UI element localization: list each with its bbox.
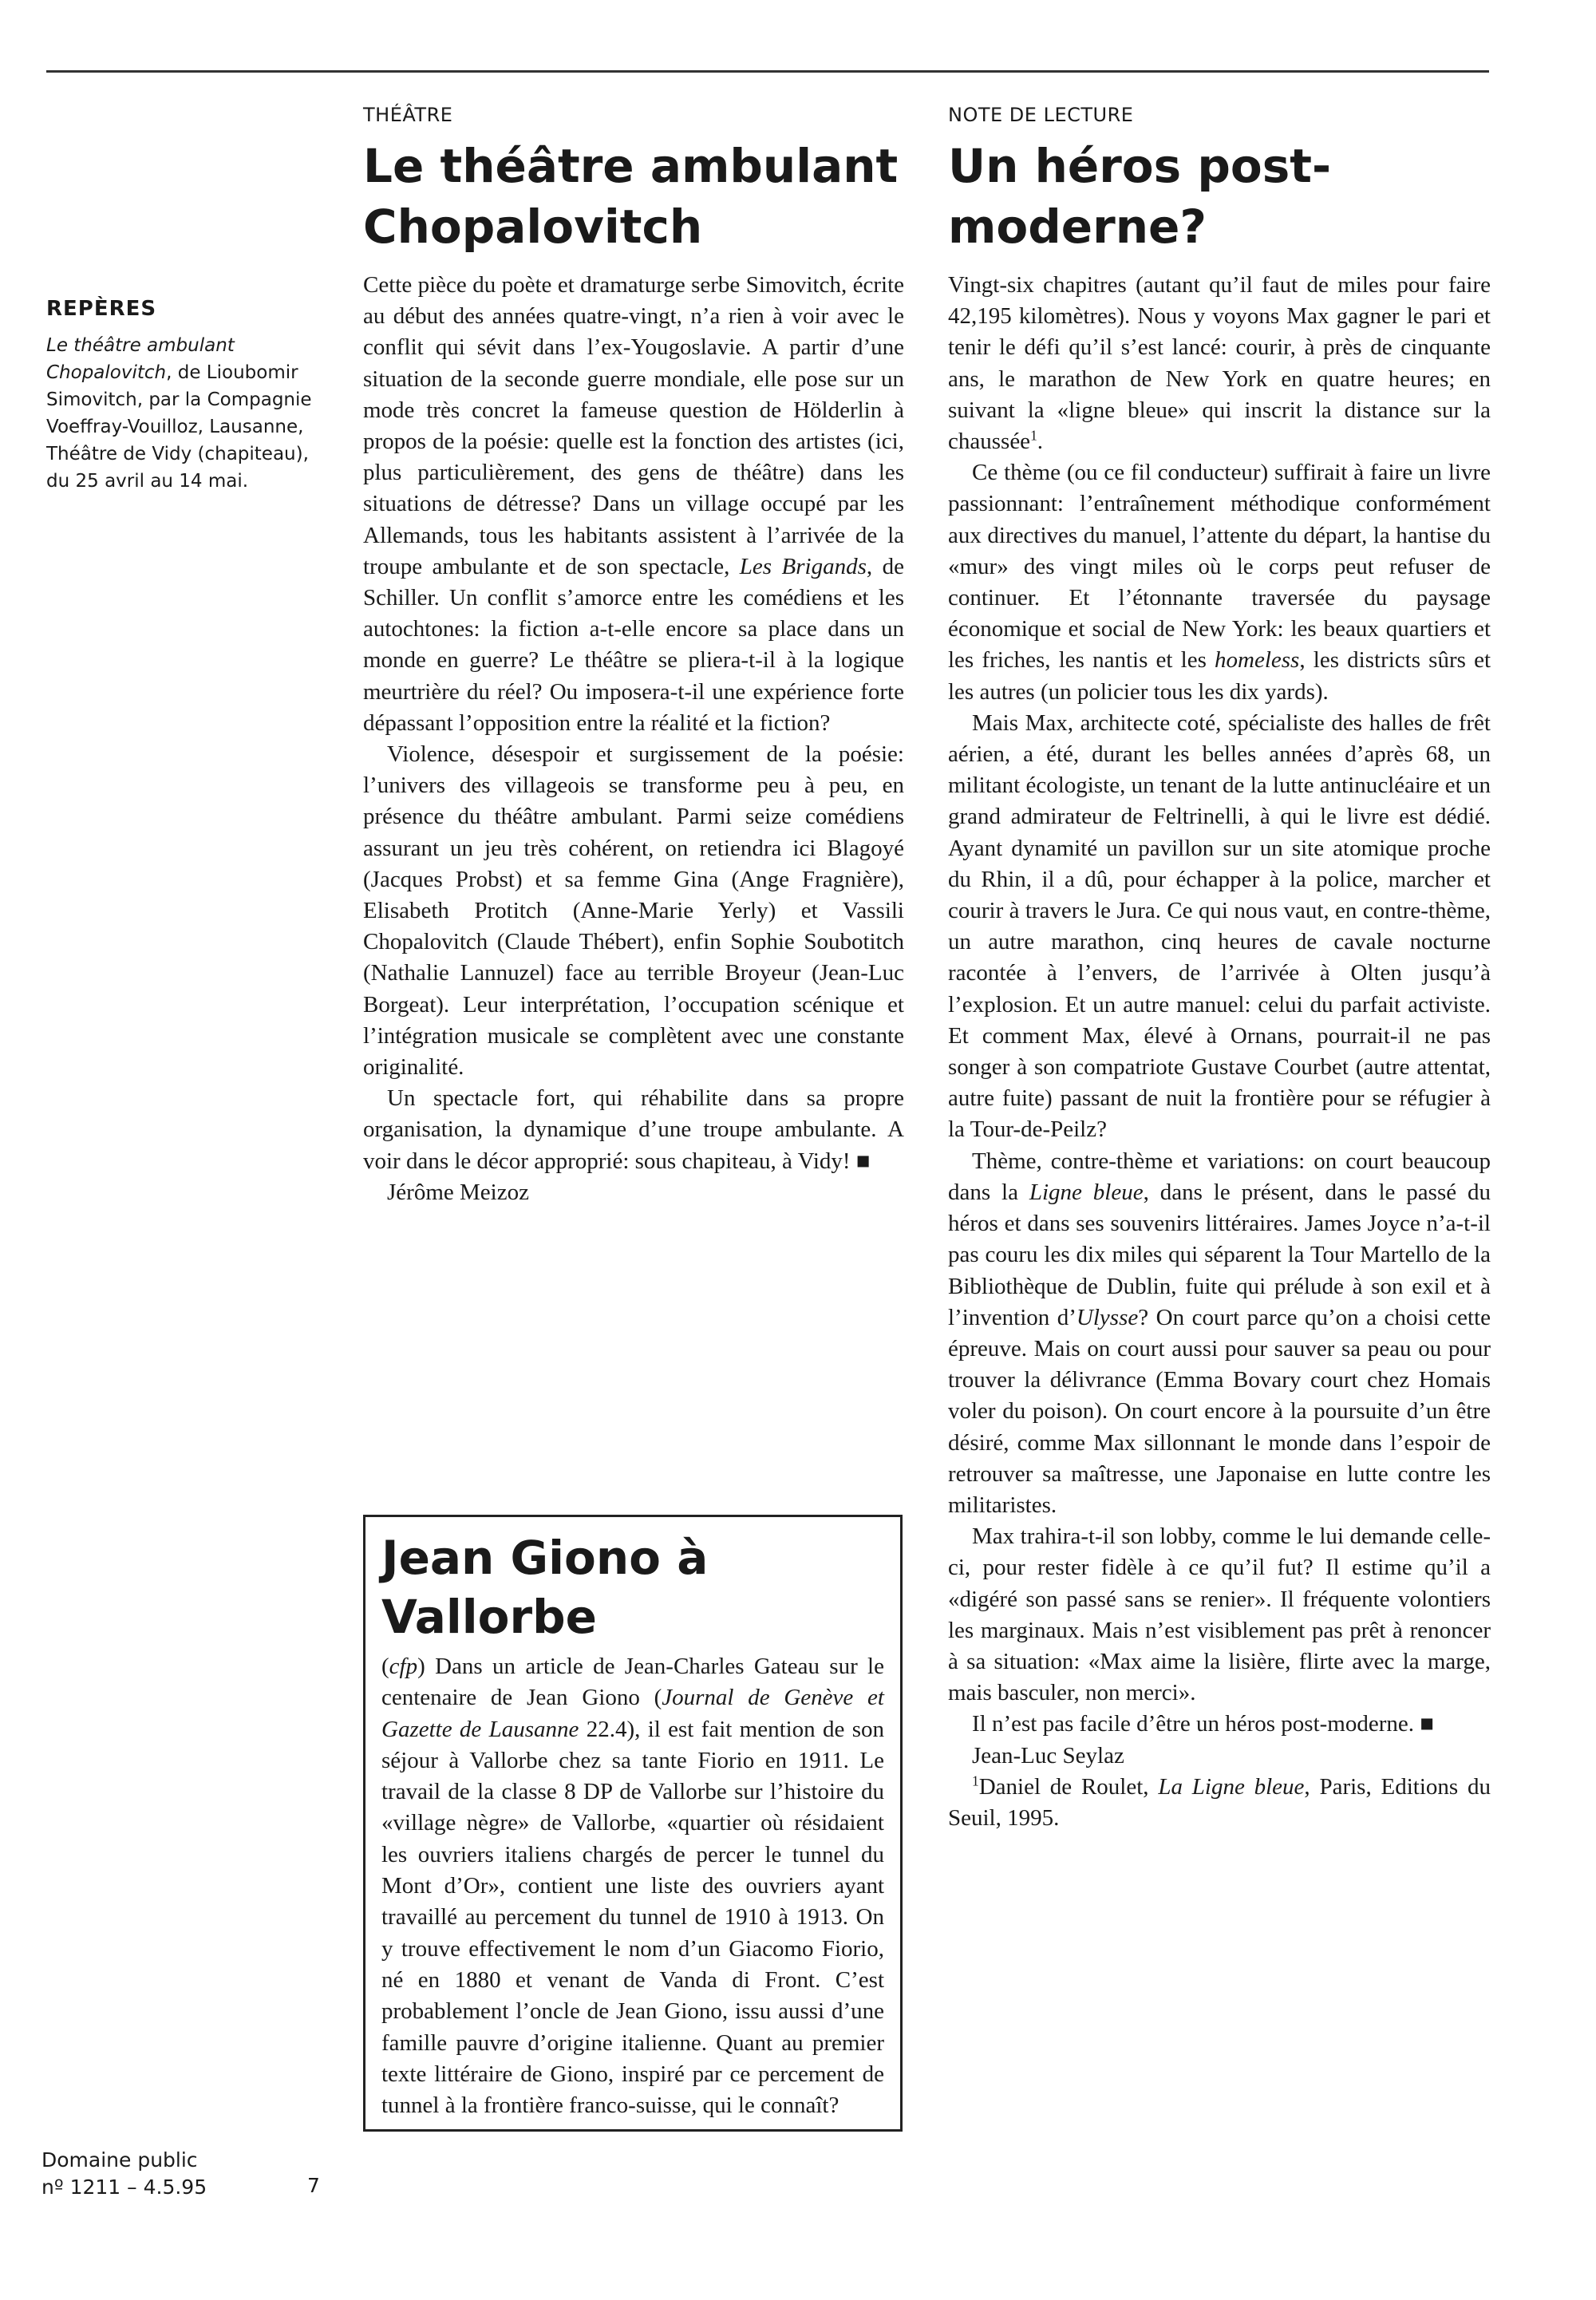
theatre-headline-line1: Le théâtre ambulant <box>363 139 899 193</box>
reperes-title: REPÈRES <box>46 297 157 321</box>
theatre-p1-emphasis: Les Brigands <box>739 553 867 579</box>
theatre-paragraph-2: Violence, désespoir et surgissement de la poésie: l’univers des villageois se transforme peu à peu, en présence du théâtre ambulant. Parmi seize comédiens assurant un jeu très cohérent, on retiendra ici Blagoyé (Jacques Probst) et sa femme Gina (Ange Fragnière), Elisabeth Protitch (Anne-Marie Yerly) et Vassili Chopalovitch (Claude Thébert), enfin Sophie Soubotitch (Nathalie Lannuzel) face au terrible Broyeur (Jean-Luc Borgeat). Leur interprétation, l’occupation scénique et l’intégration musicale se complètent avec une constante originalité. <box>363 741 904 1081</box>
reading-note-article <box>948 104 1491 1834</box>
giono-body <box>381 1651 884 2121</box>
reading-note-p4-text-a: Thème, contre-thème et variations: on court beaucoup dans la <box>948 1148 1491 1205</box>
theatre-body <box>363 270 904 1208</box>
footnote-text-a: Daniel de Roulet, <box>978 1773 1159 1800</box>
theatre-signature: Jérôme Meizoz <box>387 1179 529 1205</box>
giono-paragraph: (cfp) Dans un article de Jean-Charles Gateau sur le centenaire de Jean Giono (Journal de Genève et Gazette de Lausanne 22.4), il est fait mention de son séjour à Vallorbe chez sa tante Fiorio en 1911. Le travail de la classe 8 DP de Vallorbe sur l’histoire du «village nègre» de Vallorbe, «quartier où résidaient les ouvriers italiens chargés de percer le tunnel du Mont d’Or», contient une liste des ouvriers ayant travaillé au percement du tunnel de 1910 à 1913. On y trouve effectivement le nom d’un Giacomo Fiorio, né en 1880 et venant de Vanda di Front. C’est probablement l’oncle de Jean Giono, issu aussi d’une famille pauvre d’origine italienne. Quant au premier texte littéraire de Giono, inspiré par ce percement de tunnel à la frontière franco-suisse, qui le connaît? <box>381 1654 884 2119</box>
theatre-paragraph-1 <box>363 270 904 739</box>
theatre-kicker: THÉÂTRE <box>363 104 453 126</box>
footnote-number: 1 <box>972 1772 979 1789</box>
reading-note-p4-emphasis-2: Ulysse <box>1076 1304 1139 1330</box>
reading-note-body <box>948 270 1491 1834</box>
footnote-book-title: La Ligne bleue <box>1158 1773 1305 1800</box>
reading-note-p4-text-c: ? On court parce qu’on a choisi cette épreuve. Mais on court aussi pour sauver sa peau ou pour trouver la délivrance (Emma Bovary court chez Homais voler du poison). On court encore à la poursuite d’un être désiré, comme Max sillonnant le monde dans l’espoir de retrouver sa maîtresse, une Japonaise en lutte contre les militaristes. <box>948 1304 1491 1518</box>
reperes-sidebar <box>46 297 322 495</box>
top-rule <box>46 70 1489 73</box>
page-number: 7 <box>307 2174 320 2197</box>
reading-note-paragraph-6: Il n’est pas facile d’être un héros post-moderne. ■ <box>972 1711 1434 1737</box>
issue-number: nº 1211 – 4.5.95 <box>41 2176 207 2199</box>
theatre-p1-text-a: Cette pièce du poète et dramaturge serbe Simovitch, écrite au début des années quatre-vingt, n’a rien à voir avec le conflit qui sévit dans l’ex-Yougoslavie. A partir d’une situation de la seconde guerre mondiale, elle pose sur un mode très concret la fameuse question de Hölderlin à propos de la poésie: quelle est la fonction des artistes (ici, plus particulièrement, des gens de théâtre) dans les situations de détresse? Dans un village occupé par les Allemands, tous les habitants assistent à l’arrivée de la troupe ambulante et de son spectacle, <box>363 272 904 579</box>
reading-note-p4-emphasis-1: Ligne bleue <box>1029 1179 1144 1205</box>
theatre-paragraph-3: Un spectacle fort, qui réhabilite dans sa propre organisation, la dynamique d’une troupe ambulante. A voir dans le décor approprié: sous chapiteau, à Vidy! ■ <box>363 1085 904 1174</box>
reading-note-p1-end: . <box>1037 429 1044 455</box>
reading-note-paragraph-2 <box>948 457 1491 708</box>
publication-footer <box>41 2147 207 2201</box>
reading-note-p2-text-a: Ce thème (ou ce fil conducteur) suffirait à faire un livre passionnant: l’entraînement méthodique conformément aux directives du manuel, l’attente du départ, la hantise du «mur» des vingt miles où le corps peut refuser de continuer. Et l’étonnante traversée du paysage économique et social de New York: les beaux quartiers et les friches, les nantis et les <box>948 460 1491 674</box>
reading-note-p1-text: Vingt-six chapitres (autant qu’il faut de miles pour faire 42,195 kilomètres). Nous y voyons Max gagner le pari et tenir le défi qu’il s’est lancé: courir, à près de cinquante ans, le marathon de New York en quatre heures; en suivant la «ligne bleue» qui inscrit la distance sur la chaussée <box>948 272 1491 455</box>
reperes-work-title: Le théâtre ambulant Chopalovitch <box>46 335 235 383</box>
footnote-ref: 1 <box>1030 427 1037 444</box>
giono-text-b: 22.4), il est fait mention de son séjour à Vallorbe chez sa tante Fiorio en 1911. Le travail de la classe 8 DP de Vallorbe sur l’histoire du «village nègre» de Vallorbe, «quartier où résidaient les ouvriers italiens chargés de percer le tunnel du Mont d’Or», contient une liste des ouvriers ayant travaillé au percement du tunnel de 1910 à 1913. On y trouve effectivement le nom d’un Giacomo Fiorio, né en 1880 et venant de Vanda di Front. C’est probablement l’oncle de Jean Giono, issu aussi d’une famille pauvre d’origine italienne. Quant au premier texte littéraire de Giono, inspiré par ce percement de tunnel à la frontière franco-suisse, qui le connaît? <box>381 1716 884 2119</box>
reading-note-paragraph-5: Max trahira-t-il son lobby, comme le lui demande celle-ci, pour rester fidèle à ce qu’il fut? Il estime qu’il a «digéré son passé sans se renier». Il fréquente volontiers les marginaux. Mais n’est visiblement pas prêt à renoncer à sa situation: «Max aime la lisière, flirte avec la marge, mais basculer, non merci». <box>948 1523 1491 1706</box>
theatre-headline-line2: Chopalovitch <box>363 200 703 254</box>
reading-note-p2-emphasis: homeless <box>1215 647 1300 674</box>
giono-source: Journal de Genève et Gazette de Lausanne <box>381 1685 884 1742</box>
reading-note-p4-text-b: , dans le présent, dans le passé du héros et dans ses souvenirs littéraires. James Joyce n’a-t-il pas couru les dix miles qui séparent la Tour Martello de la Bibliothèque de Dublin, fuite qui prélude à son exil et à l’invention d’ <box>948 1179 1491 1330</box>
reperes-details: , de Lioubomir Simovitch, par la Compagnie Voeffray-Vouilloz, Lausanne, Théâtre de Vidy (chapiteau), du 25 avril au 14 mai. <box>46 362 312 492</box>
reperes-text <box>46 332 322 495</box>
giono-credit: cfp <box>389 1654 418 1679</box>
reading-note-signature: Jean-Luc Seylaz <box>972 1742 1124 1768</box>
giono-text-a: Dans un article de Jean-Charles Gateau sur le centenaire de Jean Giono ( <box>381 1654 884 1711</box>
reading-note-headline-line1: Un héros post- <box>948 139 1332 193</box>
reading-note-headline <box>948 136 1491 257</box>
reading-note-headline-line2: moderne? <box>948 200 1207 254</box>
reading-note-kicker: NOTE DE LECTURE <box>948 104 1134 126</box>
publication-name: Domaine public <box>41 2148 198 2172</box>
reading-note-paragraph-4 <box>948 1146 1491 1521</box>
reading-note-paragraph-3: Mais Max, architecte coté, spécialiste des halles de frêt aérien, a été, durant les belles années d’après 68, un militant écologiste, un tenant de la lutte antinucléaire et un grand admirateur de Feltrinelli, à qui le livre est dédié. Ayant dynamité un pavillon sur un site atomique proche du Rhin, il a dû, pour échapper à la police, marcher et courir à travers le Jura. Ce qui nous vaut, en contre-thème, un autre marathon, cinq heures de cavale nocturne racontée à l’envers, de l’arrivée à Olten jusqu’à l’explosion. Et un autre manuel: celui du parfait activiste. Et comment Max, élevé à Ornans, pourrait-il ne pas songer à son compatriote Gustave Courbet (autre attentat, autre fuite) passant de nuit la frontière pour se réfugier à la Tour-de-Peilz? <box>948 709 1491 1143</box>
reading-note-paragraph-1 <box>948 270 1491 457</box>
giono-box <box>363 1515 903 2132</box>
theatre-headline <box>363 136 904 257</box>
footnote-text-b: , Paris, Editions du Seuil, 1995. <box>948 1773 1491 1831</box>
giono-title: Jean Giono à Vallorbe <box>381 1531 709 1644</box>
theatre-p1-text-b: , de Schiller. Un conflit s’amorce entre les comédiens et les autochtones: la fiction a-t-elle encore sa place dans un monde en guerre? Le théâtre se pliera-t-il à la logique meurtrière du réel? Ou imposera-t-il une expérience forte dépassant l’opposition entre la réalité et la fiction? <box>363 553 904 736</box>
reading-note-p2-text-b: , les districts sûrs et les autres (un policier tous les dix yards). <box>948 647 1491 705</box>
theatre-article <box>363 104 904 1208</box>
footnote <box>948 1772 1491 1834</box>
